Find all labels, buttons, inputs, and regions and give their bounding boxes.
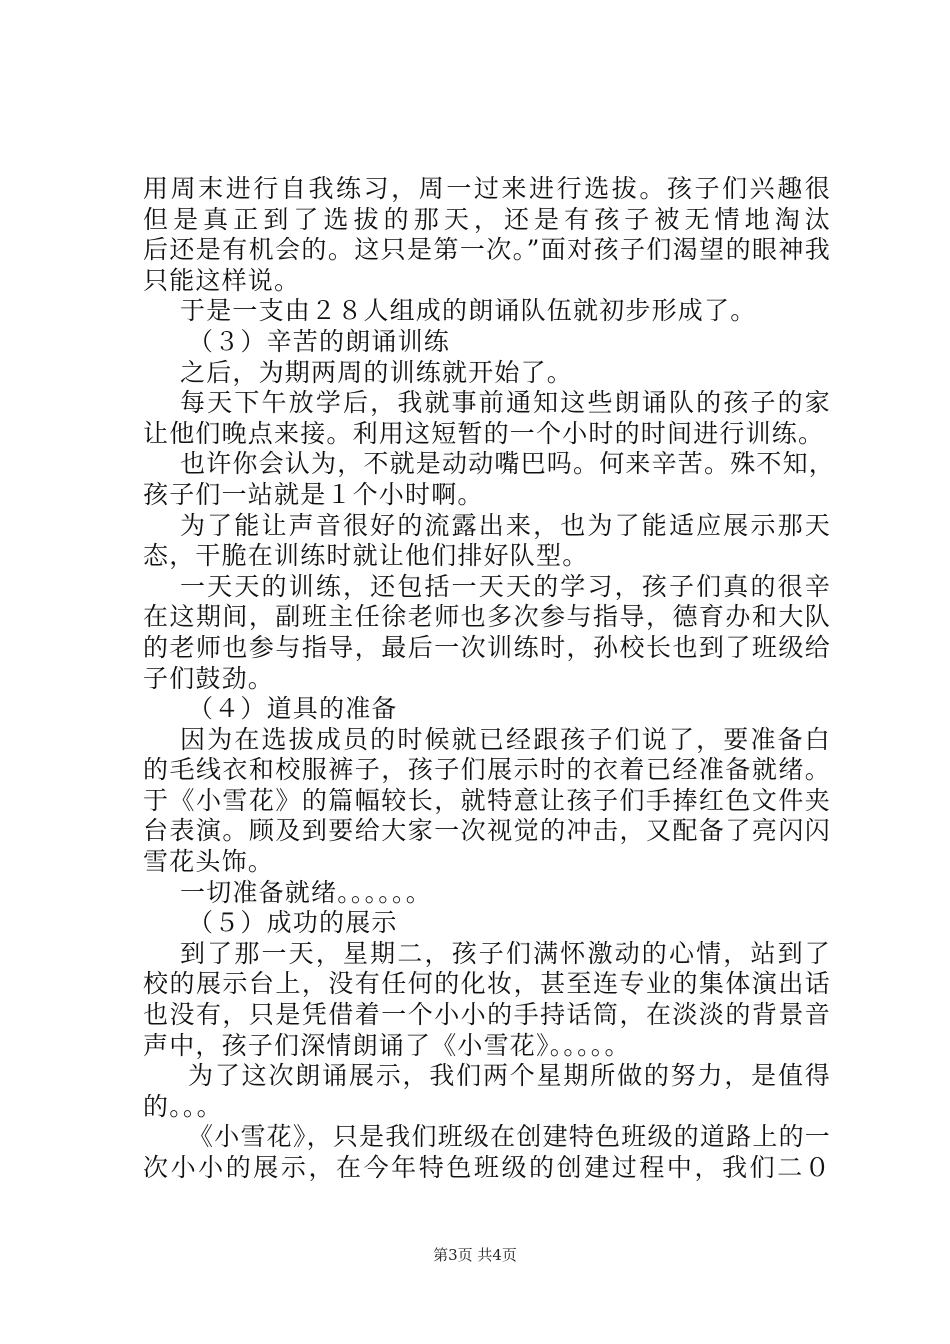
body-text (143, 174, 836, 1184)
section-heading: （５）成功的展示 (188, 908, 398, 938)
text-line: 态，干脆在训练时就让他们排好队型。 (143, 541, 589, 571)
page-footer: 第3页 共4页 (433, 1246, 517, 1264)
text-line: 让他们晚点来接。利用这短暂的一个小时的时间进行训练。 (143, 418, 825, 448)
text-line: 校的展示台上，没有任何的化妆，甚至连专业的集体演出话 (143, 969, 831, 999)
text-line: 孩子们一站就是１个小时啊。 (143, 479, 484, 509)
text-line: 的老师也参与指导，最后一次训练时，孙校长也到了班级给 (143, 632, 831, 662)
text-line: 也没有，只是凭借着一个小小的手持话筒，在淡淡的背景音 (143, 1000, 831, 1030)
text-line: 后还是有机会的。这只是第一次。”面对孩子们渴望的眼神我 (143, 235, 831, 265)
section-heading: （４）道具的准备 (188, 694, 398, 724)
text-line: 一天天的训练，还包括一天天的学习，孩子们真的很辛 (180, 571, 831, 601)
text-line: 之后，为期两周的训练就开始了。 (180, 357, 574, 387)
text-line: 用周末进行自我练习，周一过来进行选拔。孩子们兴趣很 (143, 174, 831, 203)
text-line: 到了那一天，星期二，孩子们满怀激动的心情，站到了 (180, 938, 831, 968)
text-line: 为了能让声音很好的流露出来，也为了能适应展示那天 (180, 510, 831, 540)
text-line: 次小小的展示，在今年特色班级的创建过程中，我们二０ (143, 1153, 831, 1182)
text-line: 在这期间，副班主任徐老师也多次参与指导，德育办和大队 (143, 602, 831, 632)
text-line: 子们鼓劲。 (143, 663, 275, 693)
text-line: 每天下午放学后，我就事前通知这些朗诵队的孩子的家 (180, 388, 831, 418)
text-line: 的。。。 (143, 1091, 223, 1121)
text-line: 的毛线衣和校服裤子，孩子们展示时的衣着已经准备就绪。 (143, 755, 831, 785)
text-line: 只能这样说。 (143, 265, 301, 295)
text-line: 一切准备就绪。。。。。。 (180, 877, 432, 907)
text-line: 也许你会认为，不就是动动嘴巴吗。何来辛苦。殊不知， (180, 449, 836, 479)
text-line: 于是一支由２８人组成的朗诵队伍就初步形成了。 (180, 296, 757, 326)
text-line: 《小雪花》，只是我们班级在创建特色班级的道路上的一 (188, 1122, 831, 1152)
text-line: 声中，孩子们深情朗诵了《小雪花》。。。。。 (143, 1030, 631, 1060)
text-line: 台表演。顾及到要给大家一次视觉的冲击，又配备了亮闪闪 (143, 816, 831, 846)
text-line: 因为在选拔成员的时候就已经跟孩子们说了，要准备白 (180, 724, 831, 754)
text-line: 为了这次朗诵展示，我们两个星期所做的努力，是值得 (188, 1061, 831, 1091)
text-line: 于《小雪花》的篇幅较长，就特意让孩子们手捧红色文件夹 (143, 785, 831, 815)
section-heading: （３）辛苦的朗诵训练 (188, 326, 451, 356)
text-line: 雪花头饰。 (143, 847, 275, 877)
text-line: 但是真正到了选拔的那天，还是有孩子被无情地淘汰 (143, 204, 831, 234)
